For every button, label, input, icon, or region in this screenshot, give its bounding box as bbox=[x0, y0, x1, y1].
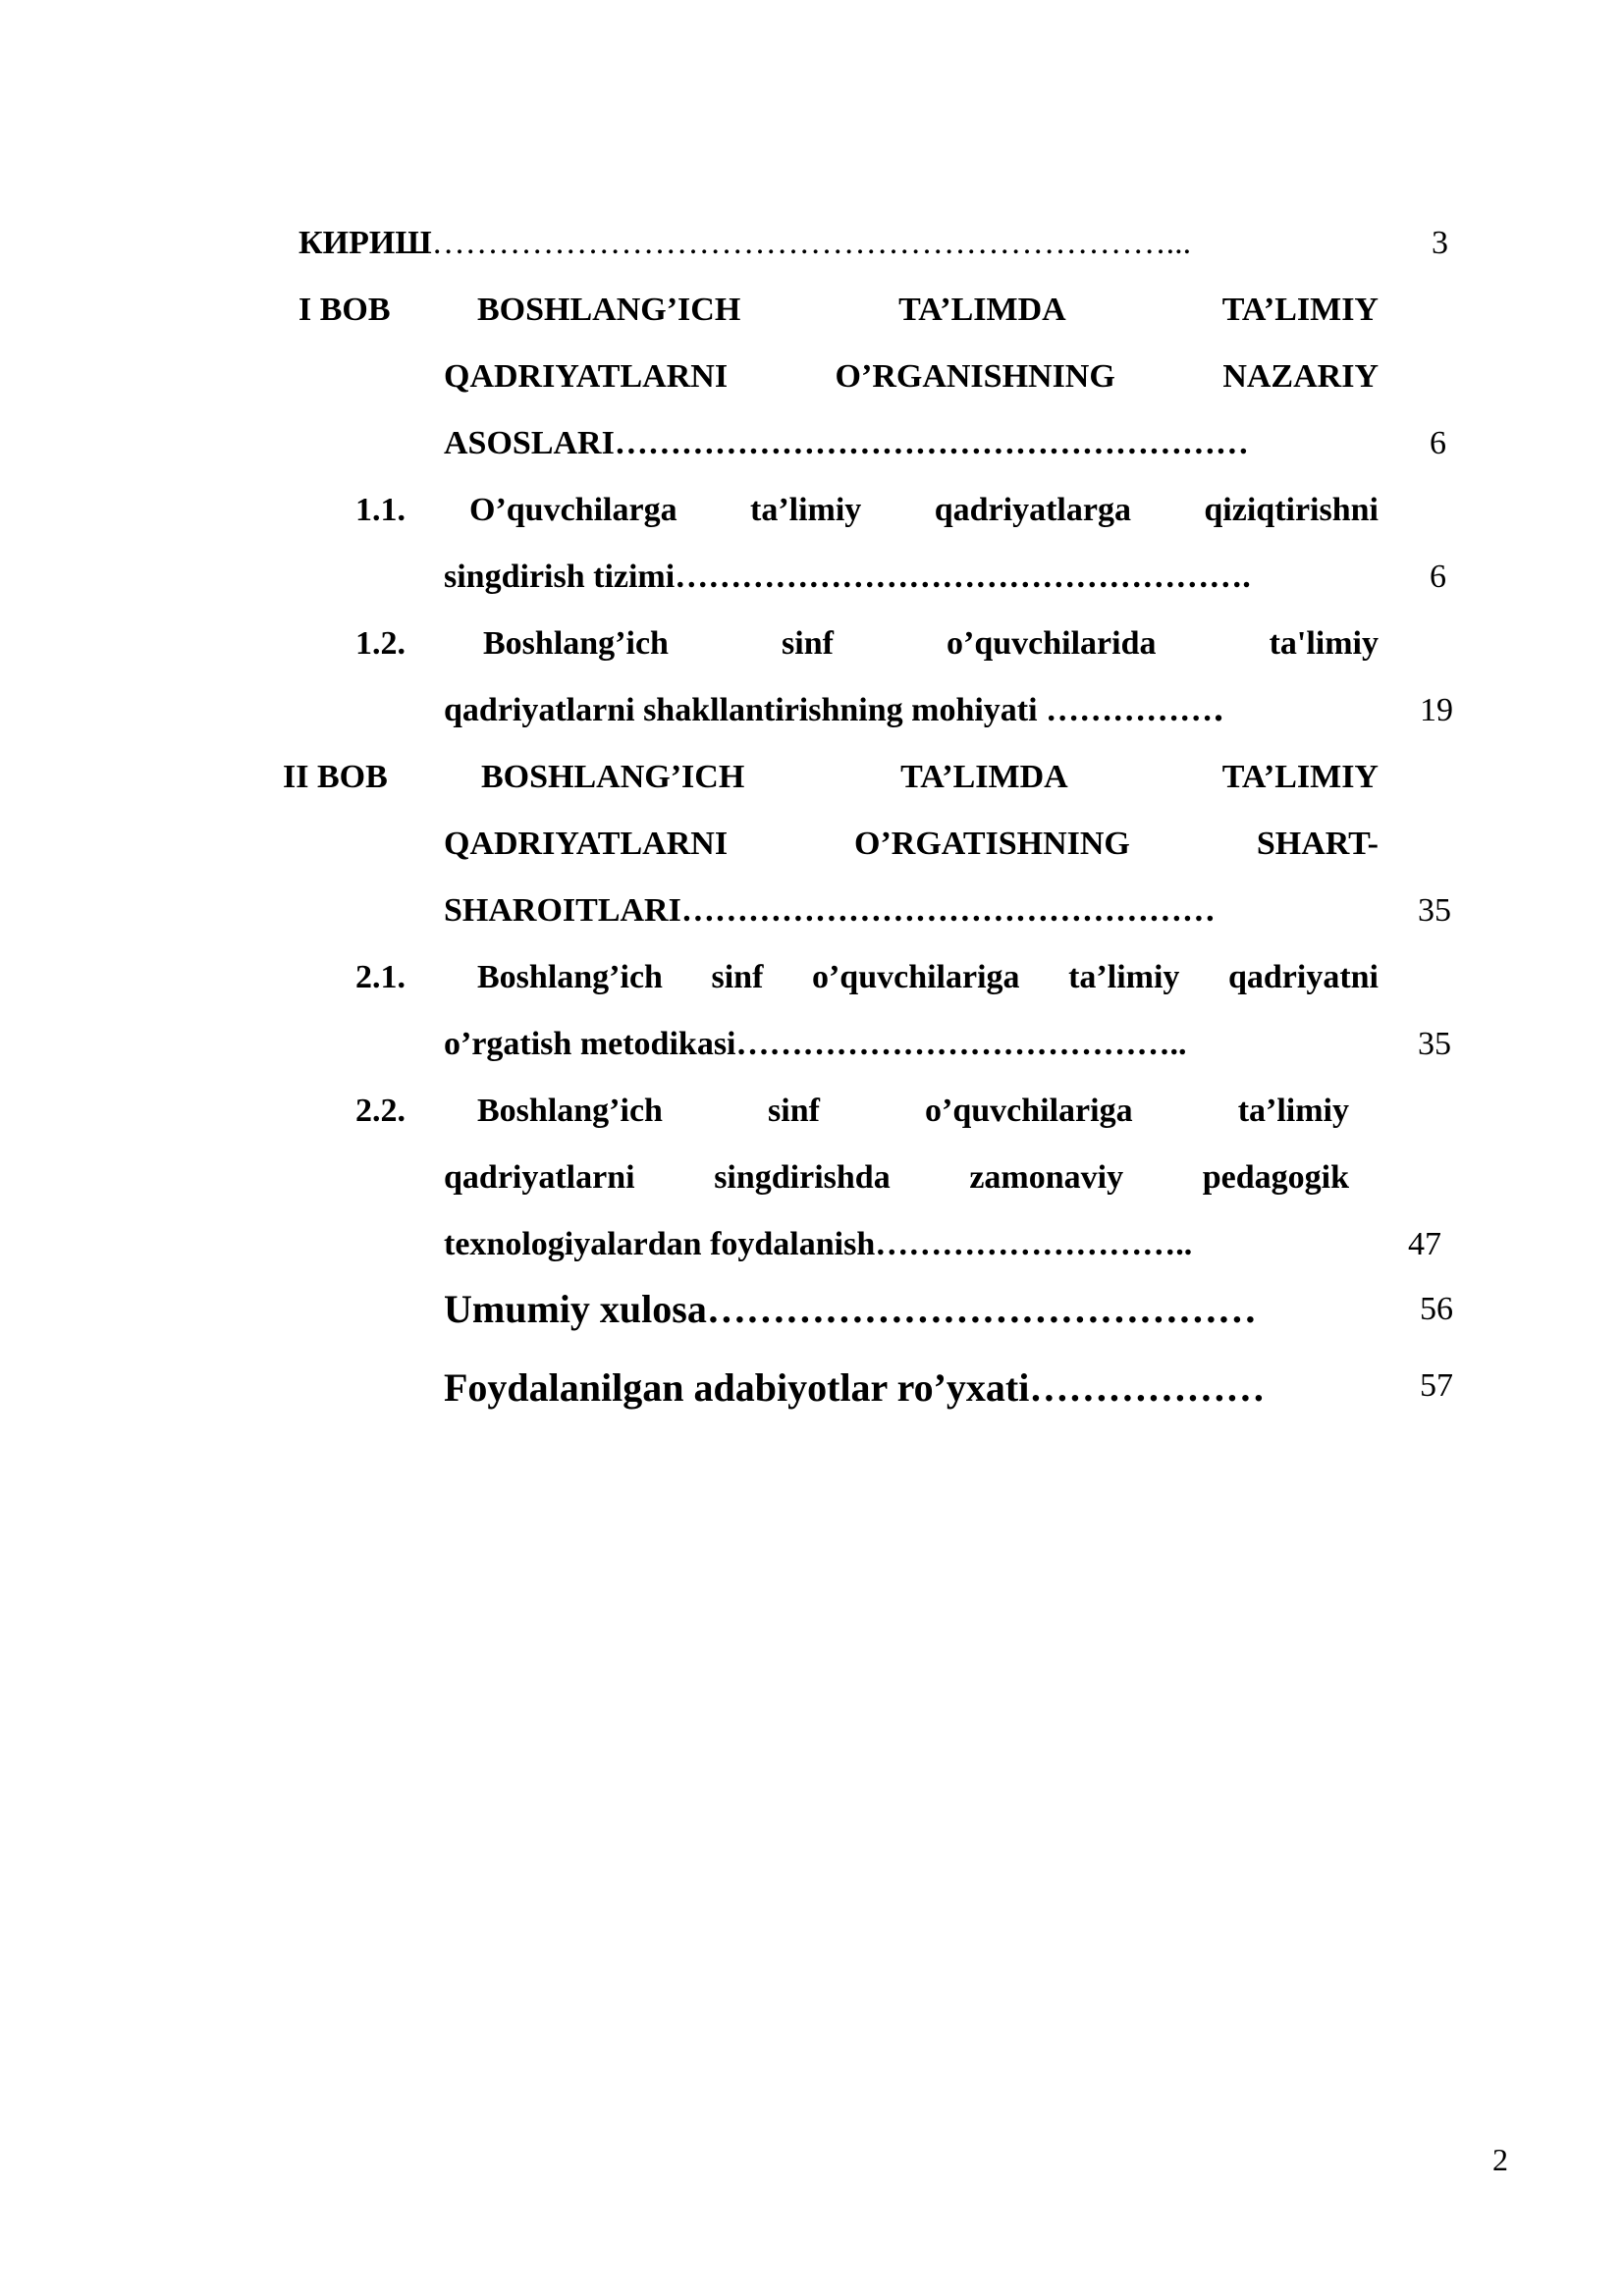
toc-chapter2-line3[interactable]: SHAROITLARI………………………………………… bbox=[444, 892, 1216, 929]
toc-s11-line2[interactable]: singdirish tizimi……………………………………………. bbox=[444, 559, 1251, 595]
page-number: 2 bbox=[1492, 2142, 1508, 2177]
toc-s12-page: 19 bbox=[1420, 692, 1453, 728]
toc-s22-label: 2.2. bbox=[355, 1093, 406, 1129]
toc-xulosa[interactable]: Umumiy xulosa…………………………………… bbox=[444, 1287, 1257, 1331]
toc-s21-page: 35 bbox=[1418, 1026, 1451, 1062]
toc-adabiyot-page: 57 bbox=[1420, 1367, 1453, 1404]
toc-chapter1-line1[interactable]: BOSHLANG’ICH TA’LIMDA TA’LIMIY bbox=[477, 292, 1379, 328]
toc-chapter1-page: 6 bbox=[1430, 425, 1446, 461]
toc-chapter2-page: 35 bbox=[1418, 892, 1451, 929]
toc-s22-line3[interactable]: texnologiyalardan foydalanish……………………….. bbox=[444, 1226, 1193, 1262]
toc-s21-line2[interactable]: o’rgatish metodikasi………………………………….. bbox=[444, 1026, 1187, 1062]
toc-kirish[interactable] bbox=[298, 220, 1191, 267]
toc-s22-page: 47 bbox=[1408, 1226, 1441, 1262]
toc-adabiyot[interactable]: Foydalanilgan adabiyotlar ro’yxati……………… bbox=[444, 1365, 1266, 1410]
toc-s11-page: 6 bbox=[1430, 559, 1446, 595]
toc-s12-line1[interactable]: Boshlang’ich sinf o’quvchilarida ta'limiy bbox=[483, 625, 1379, 662]
toc-s12-line2[interactable]: qadriyatlarni shakllantirishning mohiyati ……………․ bbox=[444, 692, 1224, 728]
toc-kirish-title: КИРИШ bbox=[298, 225, 432, 261]
toc-s11-line1[interactable]: O’quvchilarga ta’limiy qadriyatlarga qiziqtirishni bbox=[469, 492, 1379, 528]
toc-chapter2-line1[interactable]: BOSHLANG’ICH TA’LIMDA TA’LIMIY bbox=[481, 759, 1379, 795]
toc-kirish-page: 3 bbox=[1432, 225, 1448, 261]
toc-s21-label: 2.1. bbox=[355, 959, 406, 995]
toc-s11-label: 1.1. bbox=[355, 492, 406, 528]
toc-s22-line1[interactable]: Boshlang’ich sinf o’quvchilariga ta’limiy bbox=[477, 1093, 1349, 1129]
toc-chapter1-label: I BOB bbox=[298, 292, 391, 328]
toc-chapter1-line2[interactable]: QADRIYATLARNI O’RGANISHNING NAZARIY bbox=[444, 358, 1379, 395]
toc-chapter1-line3[interactable]: ASOSLARI………………………………………………… bbox=[444, 425, 1249, 461]
toc-xulosa-page: 56 bbox=[1420, 1291, 1453, 1327]
toc-s22-line2[interactable]: qadriyatlarni singdirishda zamonaviy pedagogik bbox=[444, 1159, 1349, 1196]
toc-kirish-dots: …………………………………………………………... bbox=[431, 225, 1192, 261]
toc-chapter2-line2[interactable]: QADRIYATLARNI O’RGATISHNING SHART- bbox=[444, 826, 1379, 862]
toc-s12-label: 1.2. bbox=[355, 625, 406, 662]
toc-chapter2-label: II BOB bbox=[283, 759, 388, 795]
toc-s21-line1[interactable]: Boshlang’ich sinf o’quvchilariga ta’limiy qadriyatni bbox=[477, 959, 1379, 995]
